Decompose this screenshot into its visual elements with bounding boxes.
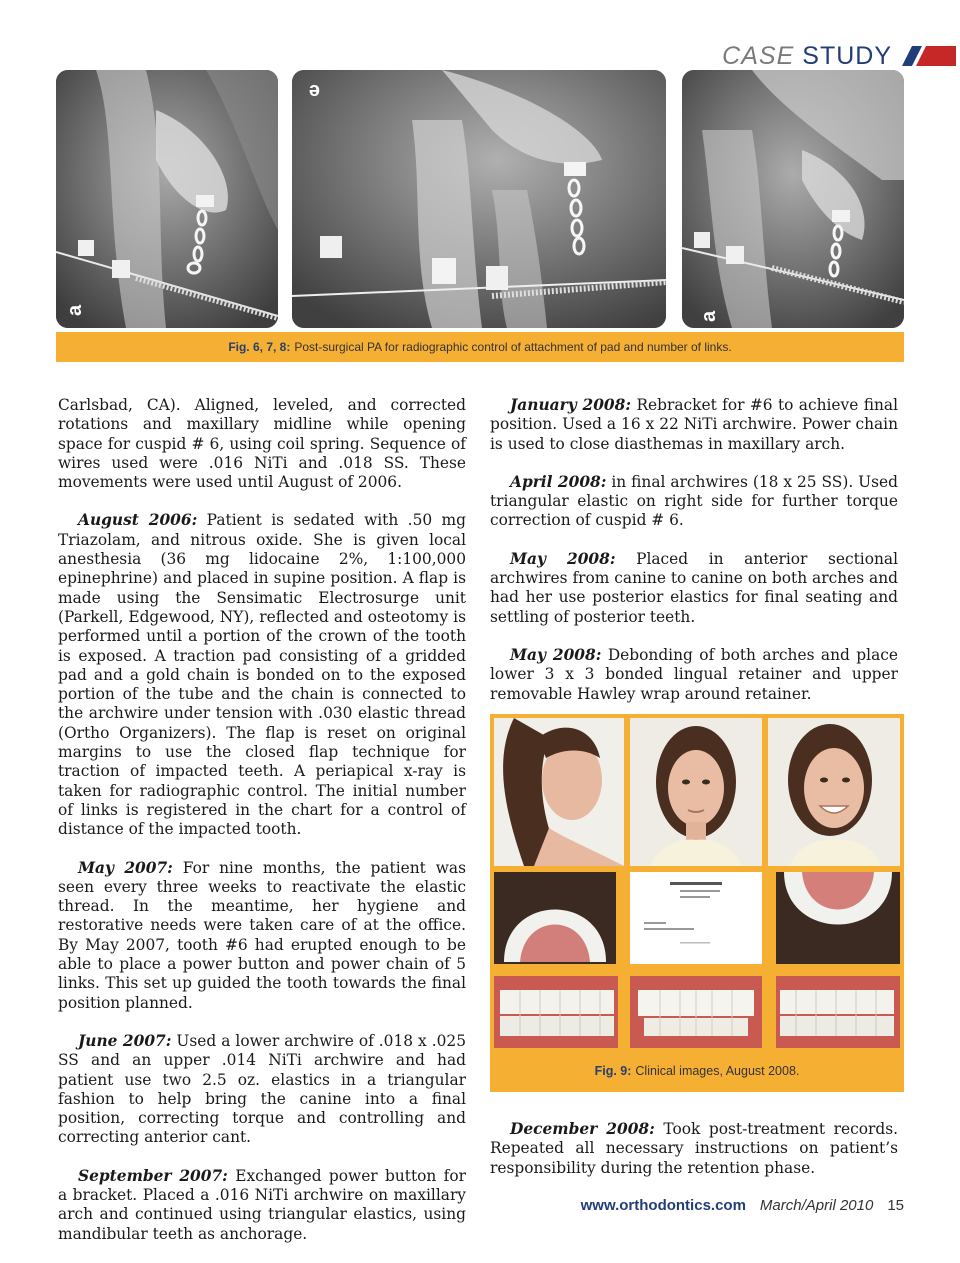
xray-corner-label: a <box>698 310 720 322</box>
paragraph <box>490 1120 898 1178</box>
right-text-column <box>490 396 898 723</box>
smile-photo <box>768 718 900 866</box>
frontal-photo <box>630 718 762 866</box>
lower-occlusal-photo <box>776 872 900 964</box>
figure-caption-text: Post-surgical PA for radiographic control of attachment of pad and number of links. <box>294 340 732 354</box>
page-number: 15 <box>887 1197 904 1214</box>
clinical-photo-grid <box>490 714 904 1092</box>
paragraph <box>58 1032 466 1148</box>
date-heading: April 2008: <box>510 472 607 491</box>
date-heading: September 2007: <box>78 1166 228 1185</box>
xray-corner-label: a <box>64 304 86 316</box>
xray-corner-label: e <box>308 80 320 102</box>
paragraph <box>490 550 898 627</box>
paragraph-body: Took post-treatment records. Repeated all necessary instructions on patient’s responsibility during the retention phase. <box>490 1120 899 1177</box>
paragraph-body: in final archwires (18 x 25 SS). Used triangular elastic on right side for further torque correction of cuspid # 6. <box>490 472 898 530</box>
paragraph <box>490 473 898 531</box>
right-buccal-photo <box>494 976 618 1048</box>
website-link[interactable]: www.orthodontics.com <box>580 1197 746 1214</box>
figure-label: Fig. 9: <box>594 1064 632 1078</box>
xray-image-8 <box>682 70 904 328</box>
paragraph <box>58 859 466 1013</box>
header-stripes-icon <box>900 46 956 66</box>
date-heading: August 2006: <box>78 511 198 530</box>
date-heading: May 2008: <box>510 549 616 568</box>
paragraph-body: Placed in anterior sectional archwires from canine to canine on both arches and had her use posterior elastics for final seating and settling of posterior teeth. <box>490 549 898 626</box>
figure-caption-6-7-8 <box>56 332 904 362</box>
date-heading: June 2007: <box>78 1031 172 1050</box>
date-heading: January 2008: <box>510 396 632 414</box>
right-text-column-bottom <box>490 1120 898 1197</box>
issue-date: March/April 2010 <box>759 1197 874 1214</box>
date-heading: May 2007: <box>78 858 173 877</box>
section-label-study: STUDY <box>802 41 892 70</box>
paragraph-body: Used a lower archwire of .018 x .025 SS and an upper .014 NiTi archwire and had patient use two 2.5 oz. elastics in a triangular fashion to help bring the canine into a final position, correcting torque and controlling and correcting anterior cant. <box>58 1031 466 1147</box>
chart-document-photo <box>630 872 762 964</box>
xray-image-7 <box>292 70 666 328</box>
paragraph <box>58 1167 466 1244</box>
paragraph-body: Exchanged power button for a bracket. Placed a .016 NiTi archwire on maxillary arch and continued using triangular elastics, using mandibular teeth as anchorage. <box>58 1166 466 1243</box>
paragraph-body: Rebracket for #6 to achieve final position. Used a 16 x 22 NiTi archwire. Power chain is used to close diasthemas in maxillary arch. <box>490 396 898 453</box>
page-footer <box>581 1197 904 1214</box>
section-header <box>722 40 956 72</box>
paragraph-body: Debonding of both arches and place lower 3 x 3 bonded lingual retainer and upper removable Hawley wrap around retainer. <box>490 645 898 703</box>
frontal-intraoral-photo <box>630 976 762 1048</box>
paragraph: Carlsbad, CA). Aligned, leveled, and corrected rotations and maxillary midline while opening space for cuspid # 6, using coil spring. Sequence of wires used were .016 NiTi and .018 SS. These movements were used until August of 2006. <box>58 396 466 492</box>
figure-caption-text: Clinical images, August 2008. <box>635 1064 800 1078</box>
paragraph-body: Patient is sedated with .50 mg Triazolam, and nitrous oxide. She is given local anesthesia (36 mg lidocaine 2%, 1:100,000 epinephrine) and placed in supine position. A flap is made using the Sensimatic Electrosurge unit (Parkell, Edgewood, NY), reflected and osteotomy is performed until a portion of the crown of the tooth is exposed. A traction pad consisting of a gridded pad and a gold chain is bonded on to the exposed portion of the tube and the chain is connected to the archwire under tension with .030 elastic thread (Ortho Organizers). The flap is reset on original margins to use the closed flap technique for traction of impacted teeth. A periapical x-ray is taken for radiographic control. The initial number of links is registered in the chart for a control of distance of the impacted tooth. <box>58 511 467 839</box>
figure-label: Fig. 6, 7, 8: <box>228 340 291 354</box>
date-heading: December 2008: <box>510 1120 655 1138</box>
profile-photo <box>494 718 624 866</box>
section-label-case: CASE <box>722 41 795 70</box>
left-text-column <box>58 396 466 1263</box>
date-heading: May 2008: <box>510 645 602 664</box>
paragraph <box>58 511 466 839</box>
xray-image-6 <box>56 70 278 328</box>
paragraph <box>490 646 898 704</box>
upper-occlusal-photo <box>494 872 616 964</box>
figure-caption-9 <box>490 1064 904 1078</box>
left-buccal-photo <box>776 976 900 1048</box>
paragraph-body: For nine months, the patient was seen every three weeks to reactivate the elastic thread. In the meantime, her hygiene and restorative needs were taken care of at the office. By May 2007, tooth #6 had erupted enough to be able to place a power button and power chain of 5 links. This set up guided the tooth towards the final position planned. <box>58 858 467 1012</box>
paragraph <box>490 396 898 454</box>
